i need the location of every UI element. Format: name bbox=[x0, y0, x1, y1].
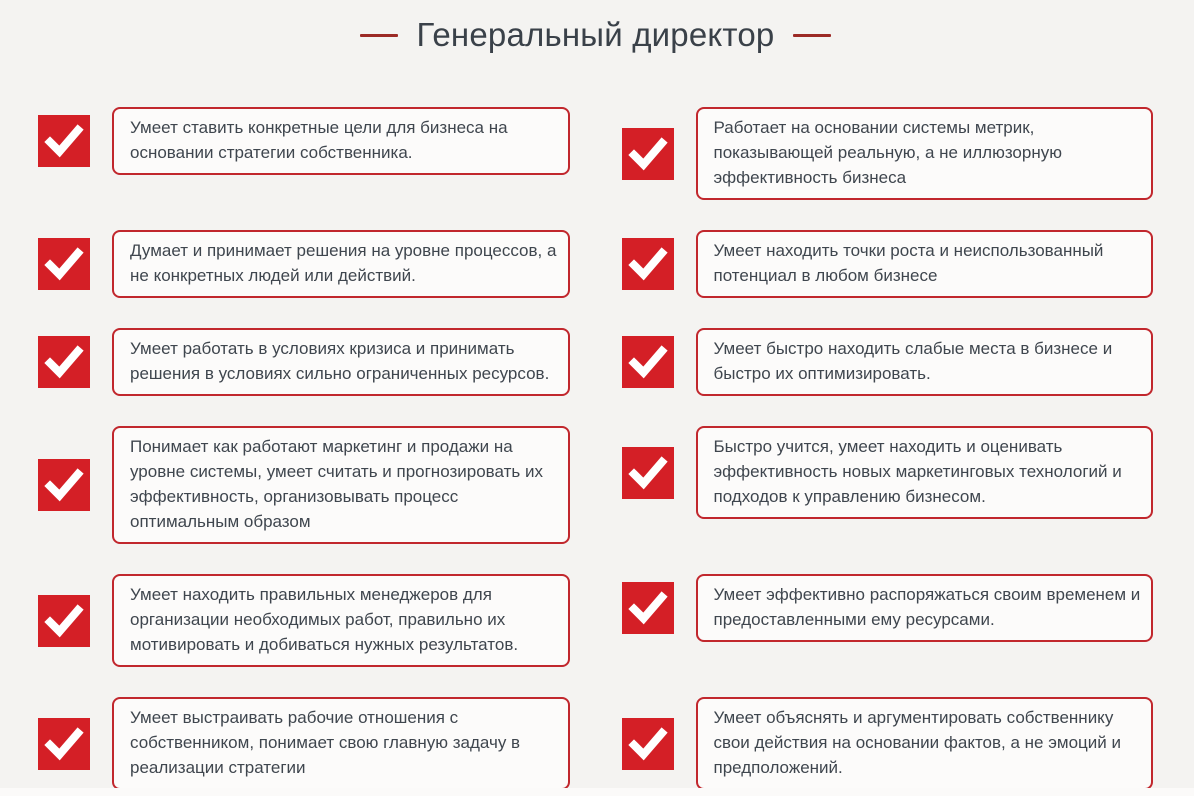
checklist-item-right-5 bbox=[622, 574, 1154, 642]
checklist-item-text: Быстро учится, умеет находить и оценивать эффективность новых маркетинговых технологий и подходов к управлению бизнесом. bbox=[713, 437, 1122, 506]
page-title: Генеральный директор bbox=[416, 15, 775, 53]
checklist-item-right-1 bbox=[622, 107, 1154, 200]
checklist-item-text: Умеет объяснять и аргументировать собственнику свои действия на основании фактов, а не эмоций и предположений. bbox=[713, 708, 1121, 777]
check-icon bbox=[38, 718, 90, 770]
checklist-item-left-1 bbox=[38, 107, 570, 175]
check-icon bbox=[622, 238, 674, 290]
checklist-item-right-2 bbox=[622, 230, 1154, 298]
checklist-item-left-5 bbox=[38, 574, 570, 667]
checklist-item-left-2 bbox=[38, 230, 570, 298]
checklist-item-box bbox=[112, 107, 570, 175]
checklist-item-box bbox=[112, 574, 570, 667]
checklist-item-box bbox=[112, 328, 570, 396]
checklist-item-text: Умеет ставить конкретные цели для бизнеса на основании стратегии собственника. bbox=[130, 118, 508, 162]
checklist-item-box bbox=[696, 426, 1154, 519]
checklist-item-text: Умеет быстро находить слабые места в бизнесе и быстро их оптимизировать. bbox=[713, 339, 1113, 383]
checklist-item-left-4 bbox=[38, 426, 570, 544]
check-icon bbox=[38, 115, 90, 167]
check-icon bbox=[622, 447, 674, 499]
checklist-item-text: Умеет выстраивать рабочие отношения с собственником, понимает свою главную задачу в реализации стратегии bbox=[130, 708, 521, 777]
checklist-item-text: Понимает как работают маркетинг и продажи на уровне системы, умеет считать и прогнозировать их эффективность, организовывать процесс оптимальным образом bbox=[130, 437, 543, 531]
title-dash-right bbox=[793, 34, 831, 37]
checklist-item-text: Умеет эффективно распоряжаться своим временем и предоставленными ему ресурсами. bbox=[713, 585, 1141, 629]
check-icon bbox=[622, 128, 674, 180]
checklist-item-left-6 bbox=[38, 697, 570, 790]
checklist-item-left-3 bbox=[38, 328, 570, 396]
next-section-edge bbox=[0, 788, 1194, 796]
checklist-item-box bbox=[112, 426, 570, 544]
checklist-item-box bbox=[696, 230, 1154, 298]
check-icon bbox=[38, 595, 90, 647]
page-title-row bbox=[38, 12, 1153, 58]
checklist-item-text: Умеет находить точки роста и неиспользованный потенциал в любом бизнесе bbox=[713, 241, 1104, 285]
checklist-item-text: Думает и принимает решения на уровне процессов, а не конкретных людей или действий. bbox=[130, 241, 557, 285]
check-icon bbox=[38, 459, 90, 511]
checklist-item-box bbox=[696, 328, 1154, 396]
checklist-item-text: Умеет находить правильных менеджеров для организации необходимых работ, правильно их мотивировать и добиваться нужных результатов. bbox=[130, 585, 519, 654]
checklist-item-text: Умеет работать в условиях кризиса и принимать решения в условиях сильно ограниченных ресурсов. bbox=[130, 339, 550, 383]
checklist-item-box bbox=[696, 107, 1154, 200]
check-icon bbox=[622, 718, 674, 770]
check-icon bbox=[622, 336, 674, 388]
checklist-item-box bbox=[112, 230, 570, 298]
checklist-grid bbox=[38, 107, 1153, 790]
checklist-item-right-6 bbox=[622, 697, 1154, 790]
check-icon bbox=[38, 336, 90, 388]
checklist-item-right-4 bbox=[622, 426, 1154, 519]
check-icon bbox=[622, 582, 674, 634]
title-dash-left bbox=[360, 34, 398, 37]
checklist-item-box bbox=[696, 697, 1154, 790]
checklist-item-right-3 bbox=[622, 328, 1154, 396]
checklist-item-box bbox=[112, 697, 570, 790]
checklist-item-box bbox=[696, 574, 1154, 642]
check-icon bbox=[38, 238, 90, 290]
checklist-item-text: Работает на основании системы метрик, показывающей реальную, а не иллюзорную эффективность бизнеса bbox=[713, 118, 1062, 187]
